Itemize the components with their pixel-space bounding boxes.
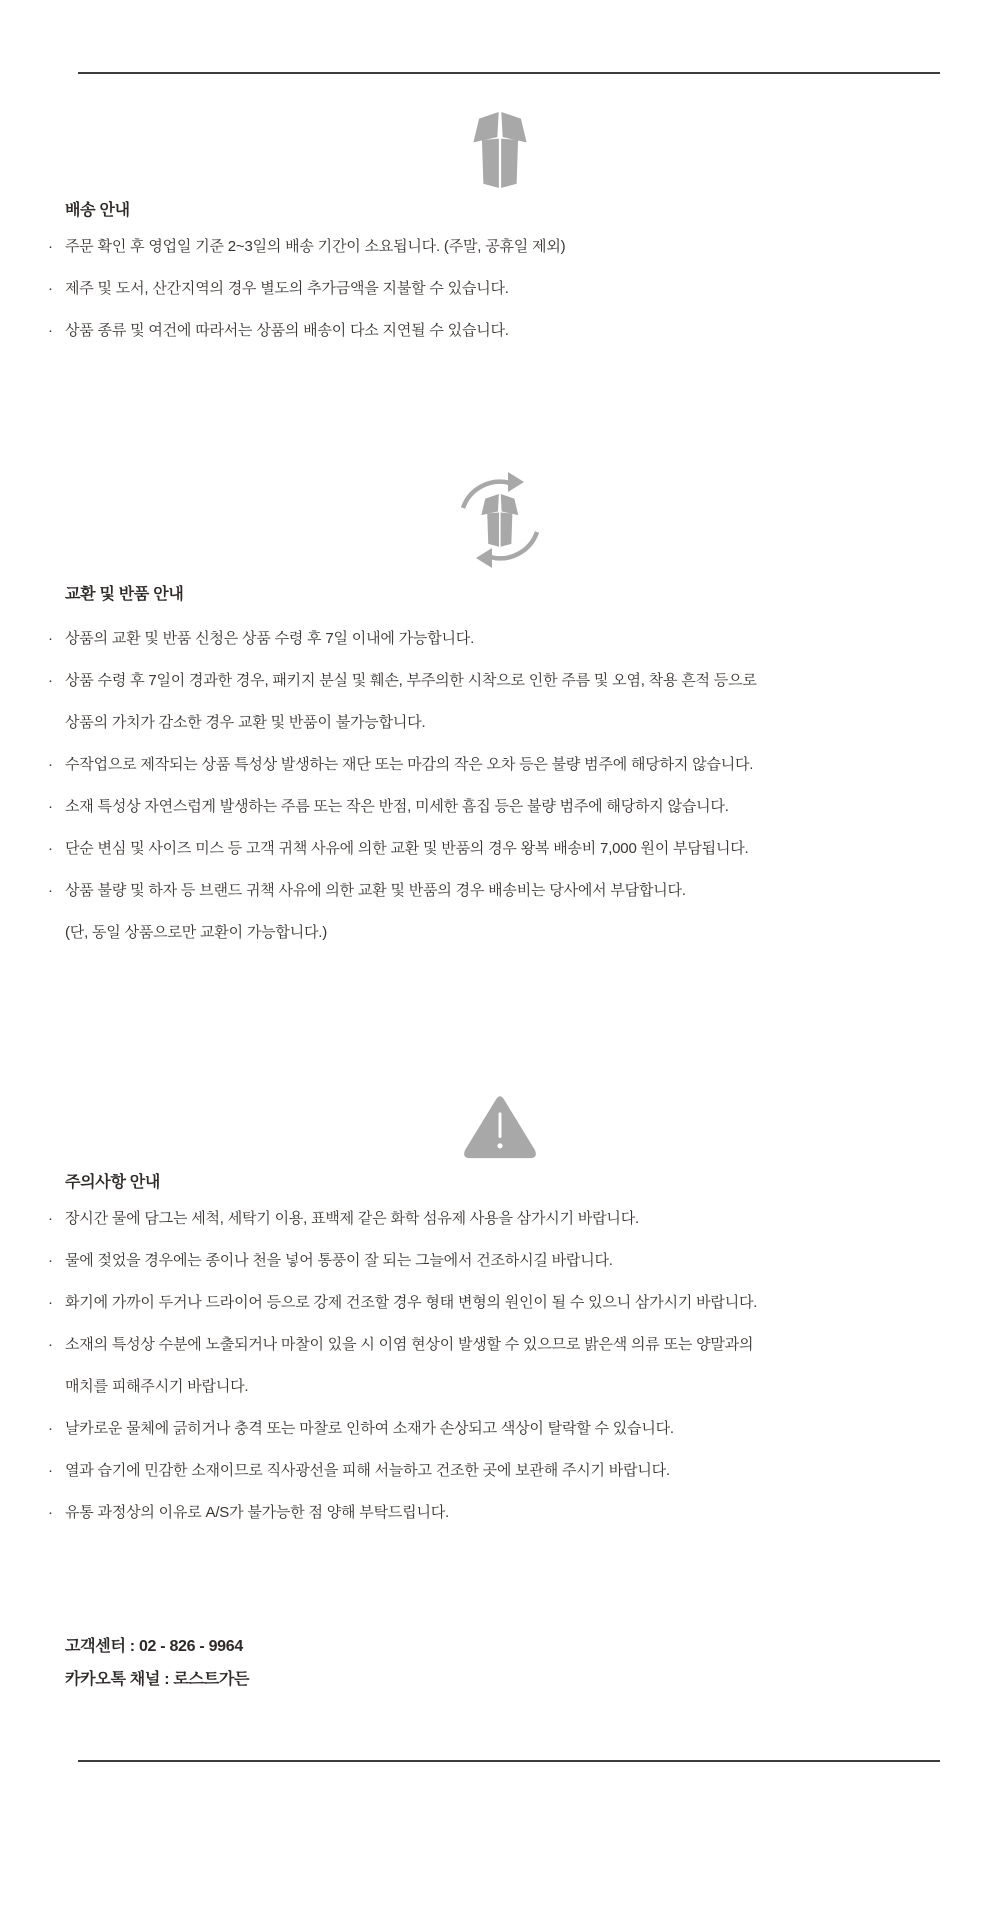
bullet-dot: · (48, 1336, 53, 1353)
item-text: 물에 젖었을 경우에는 종이나 천을 넣어 통풍이 잘 되는 그늘에서 건조하시길 바랍니다. (65, 1252, 613, 1269)
info-item (48, 828, 1000, 870)
info-item (48, 1492, 1000, 1534)
bullet-dot (48, 702, 65, 744)
item-text: 유통 과정상의 이유로 A/S가 불가능한 점 양해 부탁드립니다. (65, 1504, 449, 1521)
info-item (48, 1408, 1000, 1450)
item-text: 상품 수령 후 7일이 경과한 경우, 패키지 분실 및 훼손, 부주의한 시착으로 인한 주름 및 오염, 착용 흔적 등으로 (65, 672, 757, 689)
item-text: 주문 확인 후 영업일 기준 2~3일의 배송 기간이 소요됩니다. (주말, 공휴일 제외) (65, 238, 566, 255)
item-text: 소재 특성상 자연스럽게 발생하는 주름 또는 작은 반점, 미세한 흠집 등은 불량 범주에 해당하지 않습니다. (65, 798, 729, 815)
section-title-exchange: 교환 및 반품 안내 (65, 586, 184, 603)
info-item (48, 1240, 1000, 1282)
shipping-icon-wrap (0, 74, 1000, 188)
info-item (48, 268, 1000, 310)
info-item-continuation (48, 1366, 1000, 1408)
section-exchange-return (0, 352, 1000, 954)
section-caution (0, 954, 1000, 1534)
contact-footer (65, 1630, 1000, 1696)
caution-icon-wrap (0, 954, 1000, 1160)
item-text: 화기에 가까이 두거나 드라이어 등으로 강제 건조할 경우 형태 변형의 원인이 될 수 있으니 삼가시기 바랍니다. (65, 1294, 758, 1311)
item-text: 상품의 가치가 감소한 경우 교환 및 반품이 불가능합니다. (65, 714, 426, 731)
kakao-channel-line: 카카오톡 채널 : 로스트가든 (65, 1671, 250, 1688)
bullet-dot: · (48, 756, 53, 773)
bullet-dot: · (48, 882, 53, 899)
bullet-dot: · (48, 280, 53, 297)
section-shipping (0, 74, 1000, 352)
open-box-icon (471, 112, 529, 188)
info-item (48, 870, 1000, 912)
section-title-caution: 주의사항 안내 (65, 1174, 161, 1191)
bullet-dot (48, 1366, 65, 1408)
item-text: 날카로운 물체에 긁히거나 충격 또는 마찰로 인하여 소재가 손상되고 색상이 탈락할 수 있습니다. (65, 1420, 674, 1437)
item-text: 열과 습기에 민감한 소재이므로 직사광선을 피해 서늘하고 건조한 곳에 보관해 주시기 바랍니다. (65, 1462, 670, 1479)
info-item (48, 744, 1000, 786)
info-item-continuation (48, 912, 1000, 954)
item-text: 상품의 교환 및 반품 신청은 상품 수령 후 7일 이내에 가능합니다. (65, 630, 475, 647)
warning-triangle-icon (461, 1094, 539, 1160)
bullet-dot (48, 912, 65, 954)
bullet-dot: · (48, 840, 53, 857)
exchange-items (48, 618, 1000, 954)
item-text: 매치를 피해주시기 바랍니다. (65, 1378, 249, 1395)
bullet-dot: · (48, 238, 53, 255)
info-item (48, 226, 1000, 268)
info-item (48, 660, 1000, 702)
bullet-dot: · (48, 322, 53, 339)
exchange-icon-wrap (0, 352, 1000, 570)
item-text: 장시간 물에 담그는 세척, 세탁기 이용, 표백제 같은 화학 섬유제 사용을 삼가시기 바랍니다. (65, 1210, 639, 1227)
bullet-dot: · (48, 672, 53, 689)
bottom-divider (78, 1760, 940, 1762)
info-item (48, 1324, 1000, 1366)
info-item (48, 1450, 1000, 1492)
customer-center-line: 고객센터 : 02 - 826 - 9964 (65, 1638, 243, 1655)
bullet-dot: · (48, 1504, 53, 1521)
item-text: 제주 및 도서, 산간지역의 경우 별도의 추가금액을 지불할 수 있습니다. (65, 280, 509, 297)
item-text: 소재의 특성상 수분에 노출되거나 마찰이 있을 시 이염 현상이 발생할 수 있으므로 밝은색 의류 또는 양말과의 (65, 1336, 754, 1353)
info-item-continuation (48, 702, 1000, 744)
bullet-dot: · (48, 1294, 53, 1311)
info-item (48, 786, 1000, 828)
bullet-dot: · (48, 1420, 53, 1437)
bullet-dot: · (48, 630, 53, 647)
bullet-dot: · (48, 798, 53, 815)
item-text: 수작업으로 제작되는 상품 특성상 발생하는 재단 또는 마감의 작은 오차 등은 불량 범주에 해당하지 않습니다. (65, 756, 754, 773)
exchange-return-icon (450, 468, 550, 570)
bullet-dot: · (48, 1252, 53, 1269)
shipping-items (48, 226, 1000, 352)
item-text: 상품 불량 및 하자 등 브랜드 귀책 사유에 의한 교환 및 반품의 경우 배송비는 당사에서 부담합니다. (65, 882, 686, 899)
item-text: (단, 동일 상품으로만 교환이 가능합니다.) (65, 924, 328, 941)
info-item (48, 618, 1000, 660)
info-item (48, 310, 1000, 352)
bullet-dot: · (48, 1462, 53, 1479)
item-text: 단순 변심 및 사이즈 미스 등 고객 귀책 사유에 의한 교환 및 반품의 경우 왕복 배송비 7,000 원이 부담됩니다. (65, 840, 749, 857)
caution-items (48, 1198, 1000, 1534)
item-text: 상품 종류 및 여건에 따라서는 상품의 배송이 다소 지연될 수 있습니다. (65, 322, 509, 339)
section-title-shipping: 배송 안내 (65, 202, 130, 219)
info-item (48, 1282, 1000, 1324)
bullet-dot: · (48, 1210, 53, 1227)
info-item (48, 1198, 1000, 1240)
